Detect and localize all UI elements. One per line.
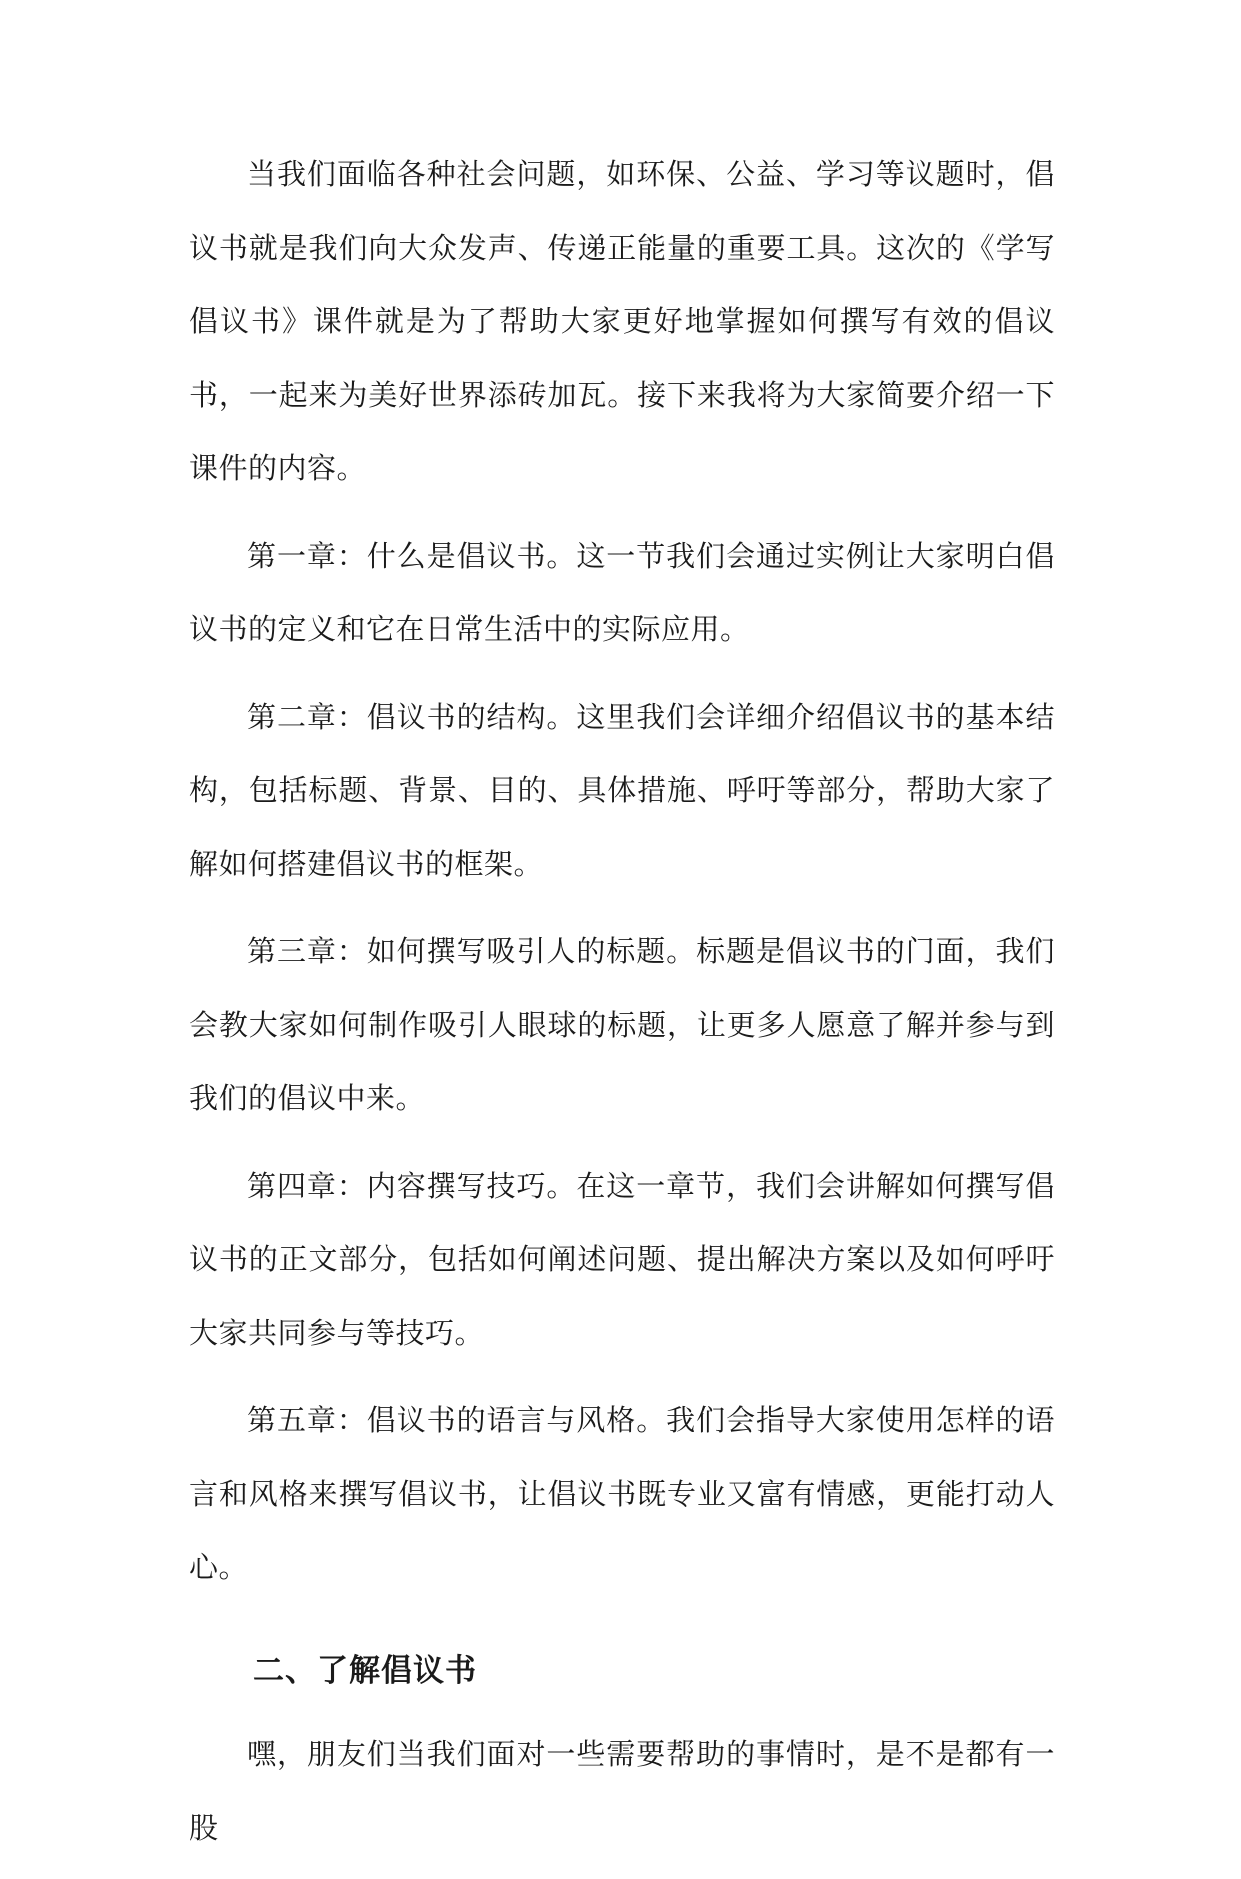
chapter-4-paragraph: 第四章：内容撰写技巧。在这一章节，我们会讲解如何撰写倡议书的正文部分，包括如何阐述问题、提出解决方案以及如何呼吁大家共同参与等技巧。 — [189, 1168, 1055, 1350]
chapter-3-paragraph: 第三章：如何撰写吸引人的标题。标题是倡议书的门面，我们会教大家如何制作吸引人眼球的标题，让更多人愿意了解并参与到我们的倡议中来。 — [189, 934, 1055, 1115]
document-page — [189, 138, 1055, 1879]
chapter-1-paragraph: 第一章：什么是倡议书。这一节我们会通过实例让大家明白倡议书的定义和它在日常生活中的实际应用。 — [189, 538, 1055, 646]
section-2-paragraph: 嘿，朋友们当我们面对一些需要帮助的事情时，是不是都有一股 — [189, 1737, 1055, 1845]
chapter-5-paragraph: 第五章：倡议书的语言与风格。我们会指导大家使用怎样的语言和风格来撰写倡议书，让倡议书既专业又富有情感，更能打动人心。 — [189, 1403, 1055, 1584]
chapter-2-paragraph: 第二章：倡议书的结构。这里我们会详细介绍倡议书的基本结构，包括标题、背景、目的、具体措施、呼吁等部分，帮助大家了解如何搭建倡议书的框架。 — [189, 699, 1055, 881]
section-heading: 二、了解倡议书 — [253, 1652, 477, 1689]
intro-paragraph: 当我们面临各种社会问题，如环保、公益、学习等议题时，倡议书就是我们向大众发声、传递正能量的重要工具。这次的《学写倡议书》课件就是为了帮助大家更好地掌握如何撰写有效的倡议书，一起来为美好世界添砖加瓦。接下来我将为大家简要介绍一下课件的内容。 — [189, 157, 1055, 485]
